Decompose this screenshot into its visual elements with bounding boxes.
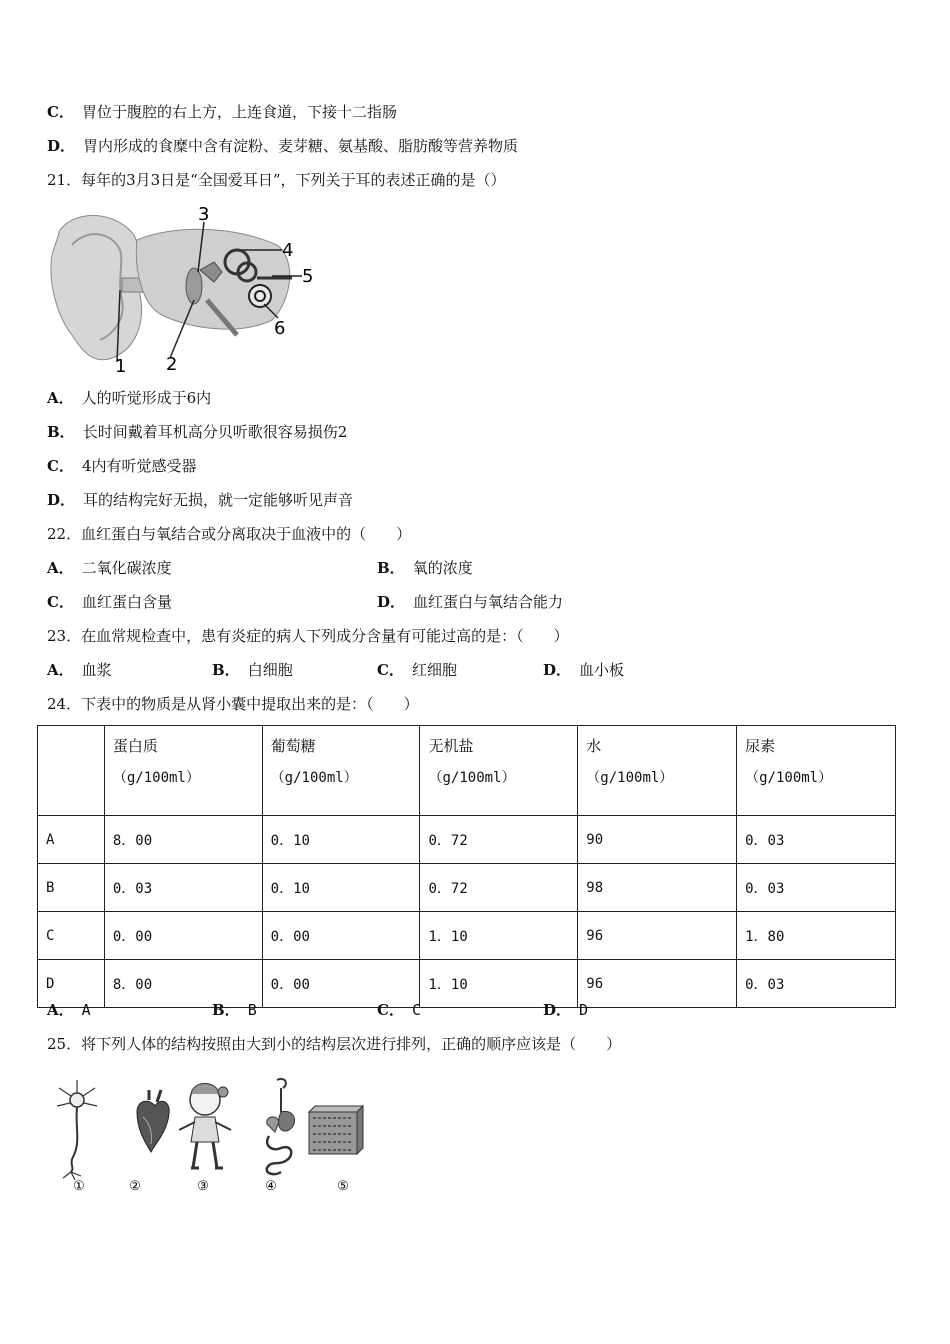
q22-stem: 22．血红蛋白与氧结合或分离取决于血液中的（ ） [47,525,412,543]
ear-label-2: 2 [166,354,178,375]
figure-caption-1: ① [73,1179,85,1194]
option-text: 血红蛋白与氧结合能力 [413,593,564,611]
option-text: C [411,1001,421,1019]
q25-stem: 25．将下列人体的结构按照由大到小的结构层次进行排列，正确的顺序应该是（ ） [47,1035,622,1053]
option-text: 人的听觉形成于6内 [81,389,212,407]
option-text: B [247,1001,257,1019]
q24-option-a [47,1000,91,1020]
option-text: 白细胞 [247,661,293,679]
table-header-cell: 尿素 （g/100ml） [737,726,896,816]
option-label: D． [377,593,406,611]
q20-option-d [47,136,518,156]
q23-option-c [377,660,457,680]
table-cell: 96 [578,912,737,960]
q24-option-b [212,1000,257,1020]
figure-caption-2: ② [129,1179,141,1194]
ear-label-6: 6 [274,318,286,339]
table-cell: 0．03 [737,864,896,912]
table-header-cell [38,726,105,816]
table-cell: 0．72 [420,816,578,864]
ear-label-1: 1 [115,356,127,376]
option-label: A． [47,661,74,679]
option-label: B． [212,661,240,679]
table-cell: 8．00 [104,816,262,864]
table-cell: 0．03 [737,816,896,864]
q22-option-a [47,558,172,578]
option-label: D． [47,137,76,155]
table-cell: 0．00 [104,912,262,960]
table-cell: 0．03 [737,960,896,1008]
q21-option-a [47,388,211,408]
table-cell: D [38,960,105,1008]
q22-option-c [47,592,172,612]
figure-caption-4: ④ [265,1179,277,1194]
option-text: 氧的浓度 [412,559,473,577]
option-label: A． [47,559,74,577]
table-cell: 90 [578,816,737,864]
figure-caption-3: ③ [197,1179,209,1194]
ear-label-4: 4 [282,240,294,261]
table-header-cell: 无机盐 （g/100ml） [420,726,578,816]
option-label: D． [543,1001,572,1019]
option-text: 4内有听觉感受器 [81,457,197,475]
cochlea-shape [249,285,271,307]
q23-option-a [47,660,112,680]
option-text: 二氧化碳浓度 [81,559,172,577]
ear-label-5: 5 [302,266,314,287]
table-cell: 0．10 [262,816,420,864]
option-text: 血浆 [81,661,112,679]
option-label: C． [377,661,404,679]
person-icon [179,1084,231,1169]
ear-diagram [42,200,332,376]
q21-option-d [47,490,353,510]
neuron-icon [57,1080,97,1180]
q21-option-b [47,422,347,442]
table-cell: 0．00 [262,960,420,1008]
figure-caption-5: ⑤ [337,1179,349,1194]
table-cell: 0．72 [420,864,578,912]
ear-label-3: 3 [198,204,210,225]
tissue-block-icon [309,1106,363,1154]
table-row [38,912,896,960]
option-label: C． [47,103,74,121]
option-label: A． [47,1001,74,1019]
option-text: 长时间戴着耳机高分贝听歌很容易损伤2 [82,423,348,441]
option-text: A [81,1001,91,1019]
digestive-system-icon [267,1079,295,1174]
table-cell: 1．10 [420,912,578,960]
option-text: 胃内形成的食糜中含有淀粉、麦芽糖、氨基酸、脂肪酸等营养物质 [83,137,519,155]
q21-option-c [47,456,197,476]
q24-option-c [377,1000,421,1020]
option-label: D． [47,491,76,509]
option-text: 红细胞 [411,661,457,679]
q23-option-b [212,660,293,680]
heart-icon [137,1090,169,1152]
option-label: C． [47,593,74,611]
table-cell: 98 [578,864,737,912]
q21-stem: 21．每年的3月3日是“全国爱耳日”，下列关于耳的表述正确的是（） [47,171,506,189]
q22-option-b [377,558,473,578]
option-label: D． [543,661,572,679]
table-header-cell: 葡萄糖 （g/100ml） [262,726,420,816]
q23-option-d [543,660,624,680]
table-cell: 8．00 [104,960,262,1008]
table-header-cell: 蛋白质 （g/100ml） [104,726,262,816]
table-header-row [38,726,896,816]
eardrum-shape [186,268,202,304]
kidney-data-table [37,725,896,1008]
option-label: A． [47,389,74,407]
option-label: B． [377,559,405,577]
table-cell: 0．10 [262,864,420,912]
q20-option-c [47,102,397,122]
option-label: B． [212,1001,240,1019]
table-row [38,864,896,912]
table-cell: 0．03 [104,864,262,912]
q24-stem: 24．下表中的物质是从肾小囊中提取出来的是：（ ） [47,695,419,713]
table-cell: B [38,864,105,912]
q23-stem: 23．在血常规检查中，患有炎症的病人下列成分含量有可能过高的是：（ ） [47,627,569,645]
option-text: D [579,1001,589,1019]
option-label: B． [47,423,75,441]
table-cell: A [38,816,105,864]
table-cell: 96 [578,960,737,1008]
table-header-cell: 水 （g/100ml） [578,726,737,816]
option-label: C． [377,1001,404,1019]
table-cell: 1．80 [737,912,896,960]
q22-option-d [377,592,563,612]
option-text: 血小板 [579,661,625,679]
option-text: 胃位于腹腔的右上方，上连食道，下接十二指肠 [81,103,397,121]
table-row [38,960,896,1008]
option-label: C． [47,457,74,475]
option-text: 血红蛋白含量 [81,593,172,611]
table-cell: 0．00 [262,912,420,960]
table-row [38,816,896,864]
q24-option-d [543,1000,588,1020]
table-cell: 1．10 [420,960,578,1008]
body-structure-figures [45,1072,375,1202]
table-cell: C [38,912,105,960]
option-text: 耳的结构完好无损，就一定能够听见声音 [83,491,354,509]
